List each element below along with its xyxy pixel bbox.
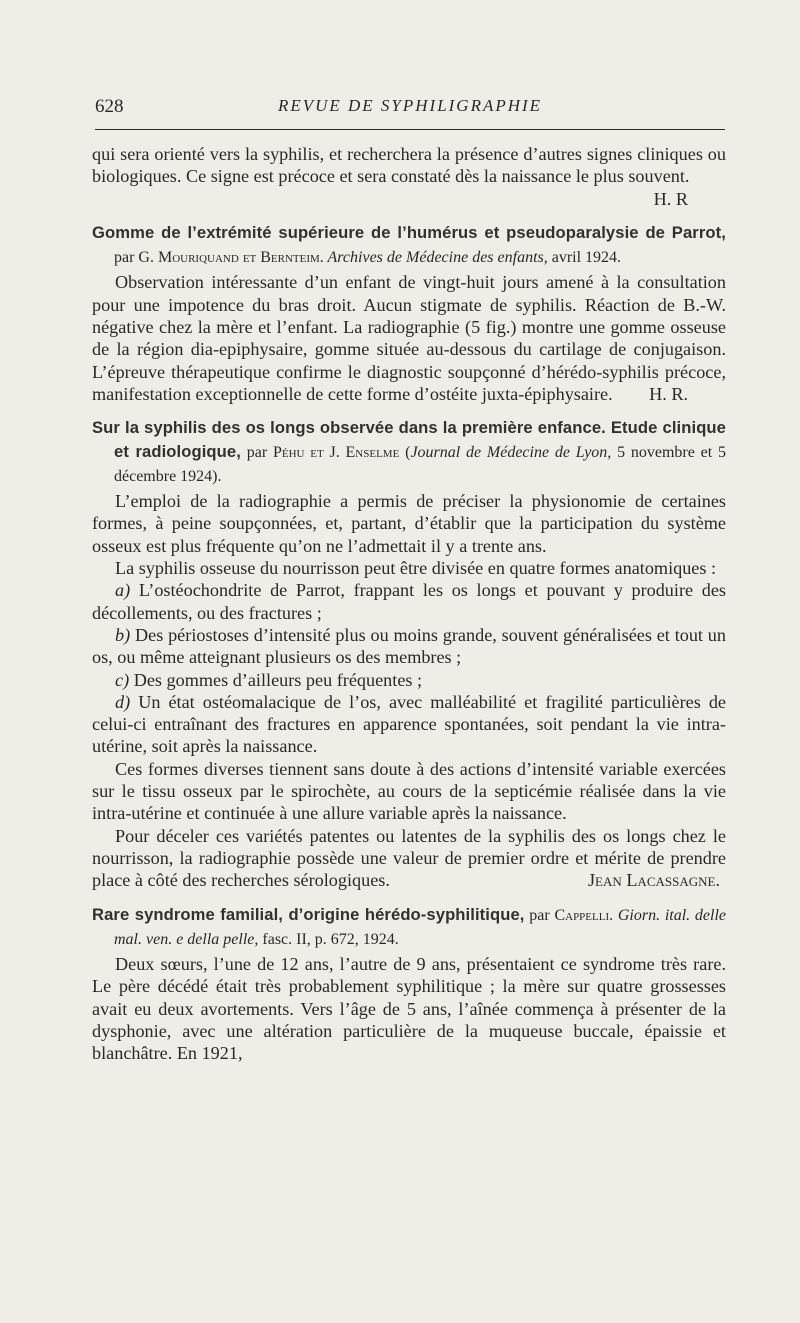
list-item xyxy=(92,624,726,669)
article-heading-rare-syndrome xyxy=(92,903,726,952)
page-body xyxy=(92,143,726,1065)
article-paragraph xyxy=(92,271,726,405)
article-paragraph: L’emploi de la radiographie a permis de préciser la physionomie de certaines formes, à peine soupçonnées, et, partant, d’établir que la participation du système osseux est plus fréquente qu’on ne l’admettait il y a trente ans. xyxy=(92,491,726,556)
article-by: par xyxy=(524,906,555,924)
article-journal: Archives de Médecine des enfants, xyxy=(323,249,548,267)
article-title: Sur la syphilis des os longs observée dans la première enfance. Etude clinique et radiologique, xyxy=(92,418,726,461)
intro-paragraph xyxy=(92,143,726,209)
list-item xyxy=(92,691,726,758)
article-paragraph: Ces formes diverses tiennent sans doute à des actions d’intensité variable exercées sur le tissu osseux par le spirochète, au cours de la septicémie réalisée dans la vie intra-utérine et continuée à une allure variable après la naissance. xyxy=(92,758,726,824)
running-title: REVUE DE SYPHILIGRAPHIE xyxy=(277,96,543,115)
page-number: 628 xyxy=(95,96,124,117)
list-item xyxy=(92,579,726,624)
list-marker: d) xyxy=(115,691,131,712)
intro-text: qui sera orienté vers la syphilis, et recherchera la présence d’autres signes cliniques ou biologiques. Ce signe est précoce et sera constaté dès la naissance le plus souvent. xyxy=(92,144,726,187)
paragraph-text: Observation intéressante d’un enfant de vingt-huit jours amené à la consultation pour une impotence du bras droit. Aucun stigmate de syphilis. Réaction de B.-W. négative chez la mère et l’enfant. La radiographie (5 fig.) montre une gomme osseuse de la région dia-epiphysaire, gomme située au-dessous du cartilage de conjugaison. L’épreuve thérapeutique confirme le diagnostic soupçonné d’hérédo-syphilis précoce, manifestation exceptionnelle de cette forme d’ostéite juxta-épiphysaire. xyxy=(92,272,726,404)
article-heading-syphilis-os-longs xyxy=(92,416,726,488)
article-authors: Péhu et J. Enselme xyxy=(272,443,400,461)
article-by: par xyxy=(240,443,273,461)
article-authors: Cappelli. xyxy=(554,906,614,924)
list-marker: a) xyxy=(115,580,131,601)
article-authors: Mouriquand et Bernteim. xyxy=(157,249,324,267)
list-item xyxy=(92,669,726,691)
article-heading-gomme xyxy=(92,221,726,270)
article-paragraph: Deux sœurs, l’une de 12 ans, l’autre de 9 ans, présentaient ce syndrome très rare. Le père décédé était très probablement syphilitique ; la mère sur quatre grossesses avait eu deux avortements. Vers l’âge de 5 ans, l’aînée commença à présenter de la dysphonie, avec une altération particulière de la muqueuse buccale, épaissie et blanchâtre. En 1921, xyxy=(92,954,726,1064)
list-text: Des périostoses d’intensité plus ou moins grande, souvent généralisées et tout un os, ou même atteignant plusieurs os des membres ; xyxy=(92,624,726,668)
article-paragraph: La syphilis osseuse du nourrisson peut être divisée en quatre formes anatomiques : xyxy=(115,558,717,579)
article-signature: H. R. xyxy=(649,383,688,404)
list-marker: b) xyxy=(115,624,131,645)
list-text: Un état ostéomalacique de l’os, avec malléabilité et fragilité particulières de celui-ci entraînant des fractures en apparence spontanées, soit pendant la vie intra-utérine, soit après la naissance. xyxy=(92,691,726,757)
article-by: par G. xyxy=(114,249,158,267)
article-date: avril 1924. xyxy=(547,249,622,267)
header-rule xyxy=(95,129,725,130)
article-journal: Giorn. ital. delle mal. ven. e della pelle, xyxy=(114,906,727,948)
article-title: Gomme de l’extrémité supérieure de l’humérus et pseudoparalysie de Parrot, xyxy=(92,222,726,242)
article-date: 5 novembre et 5 décembre 1924). xyxy=(114,443,726,485)
article-signature: Jean Lacassagne. xyxy=(587,870,720,891)
list-marker: c) xyxy=(115,669,130,690)
list-text: Des gommes d’ailleurs peu fréquentes ; xyxy=(129,669,423,690)
page-header xyxy=(95,96,725,120)
intro-signature: H. R xyxy=(653,188,688,209)
article-journal: Journal de Médecine de Lyon, xyxy=(410,443,612,461)
paragraph-text: Pour déceler ces variétés patentes ou latentes de la syphilis des os longs chez le nourrisson, la radiographie possède une valeur de premier ordre et mérite de prendre place à côté des recherches sérologiques. xyxy=(92,825,726,891)
list-text: L’ostéochondrite de Parrot, frappant les os longs et pouvant y produire des décollements, ou des fractures ; xyxy=(92,580,726,623)
article-paragraph xyxy=(92,825,726,892)
article-journal-paren: ( xyxy=(399,443,411,461)
article-date: fasc. II, p. 672, 1924. xyxy=(258,930,399,948)
article-title: Rare syndrome familial, d’origine hérédo-syphilitique, xyxy=(92,904,525,924)
